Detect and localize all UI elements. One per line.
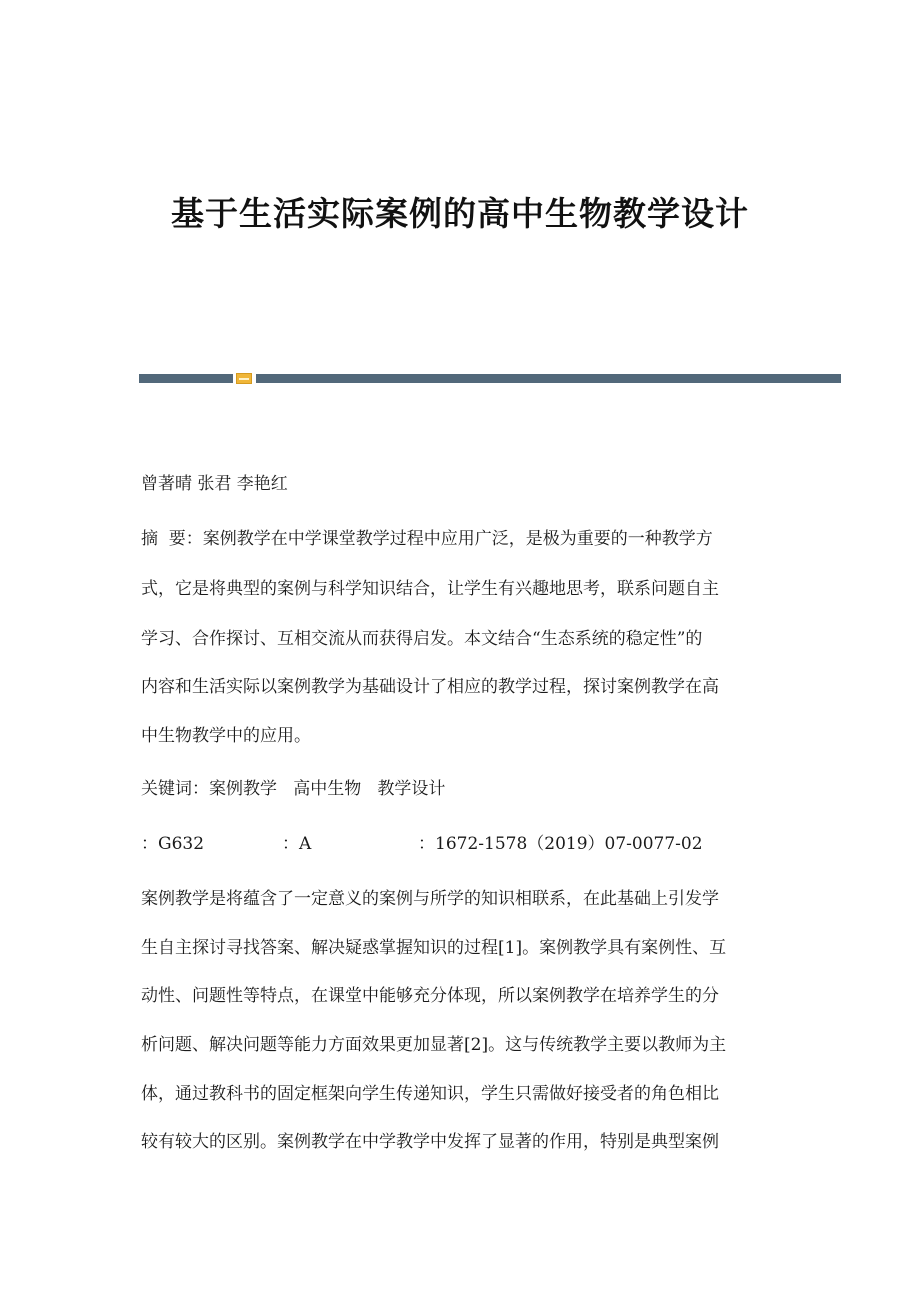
document-code: ：A	[282, 834, 312, 854]
abstract-line: 学习、合作探讨、互相交流从而获得启发。本文结合“生态系统的稳定性”的	[141, 629, 703, 649]
divider-ornament-icon	[236, 373, 252, 384]
abstract-line: 式，它是将典型的案例与科学知识结合，让学生有兴趣地思考，联系问题自主	[141, 579, 719, 599]
document-title: 基于生活实际案例的高中生物教学设计	[171, 194, 749, 233]
body-line: 动性、问题性等特点，在课堂中能够充分体现，所以案例教学在培养学生的分	[141, 986, 719, 1006]
body-line: 析问题、解决问题等能力方面效果更加显著[2]。这与传统教学主要以教师为主	[141, 1035, 727, 1055]
article-id: ：1672-1578（2019）07-0077-02	[418, 834, 703, 854]
author-list: 曾著晴 张君 李艳红	[141, 474, 288, 494]
body-line: 生自主探讨寻找答案、解决疑惑掌握知识的过程[1]。案例教学具有案例性、互	[141, 938, 727, 958]
abstract-line: 内容和生活实际以案例教学为基础设计了相应的教学过程，探讨案例教学在高	[141, 677, 719, 697]
body-line: 体，通过教科书的固定框架向学生传递知识，学生只需做好接受者的角色相比	[141, 1084, 719, 1104]
body-line: 较有较大的区别。案例教学在中学教学中发挥了显著的作用，特别是典型案例	[141, 1132, 719, 1152]
abstract-line: 中生物教学中的应用。	[141, 726, 311, 746]
body-line: 案例教学是将蕴含了一定意义的案例与所学的知识相联系，在此基础上引发学	[141, 889, 719, 909]
title-divider-left	[139, 374, 233, 383]
abstract-line: 摘 要：案例教学在中学课堂教学过程中应用广泛，是极为重要的一种教学方	[141, 529, 713, 549]
clc-number: ：G632	[141, 834, 205, 854]
title-divider-right	[256, 374, 841, 383]
keywords: 关键词：案例教学 高中生物 教学设计	[141, 779, 446, 799]
